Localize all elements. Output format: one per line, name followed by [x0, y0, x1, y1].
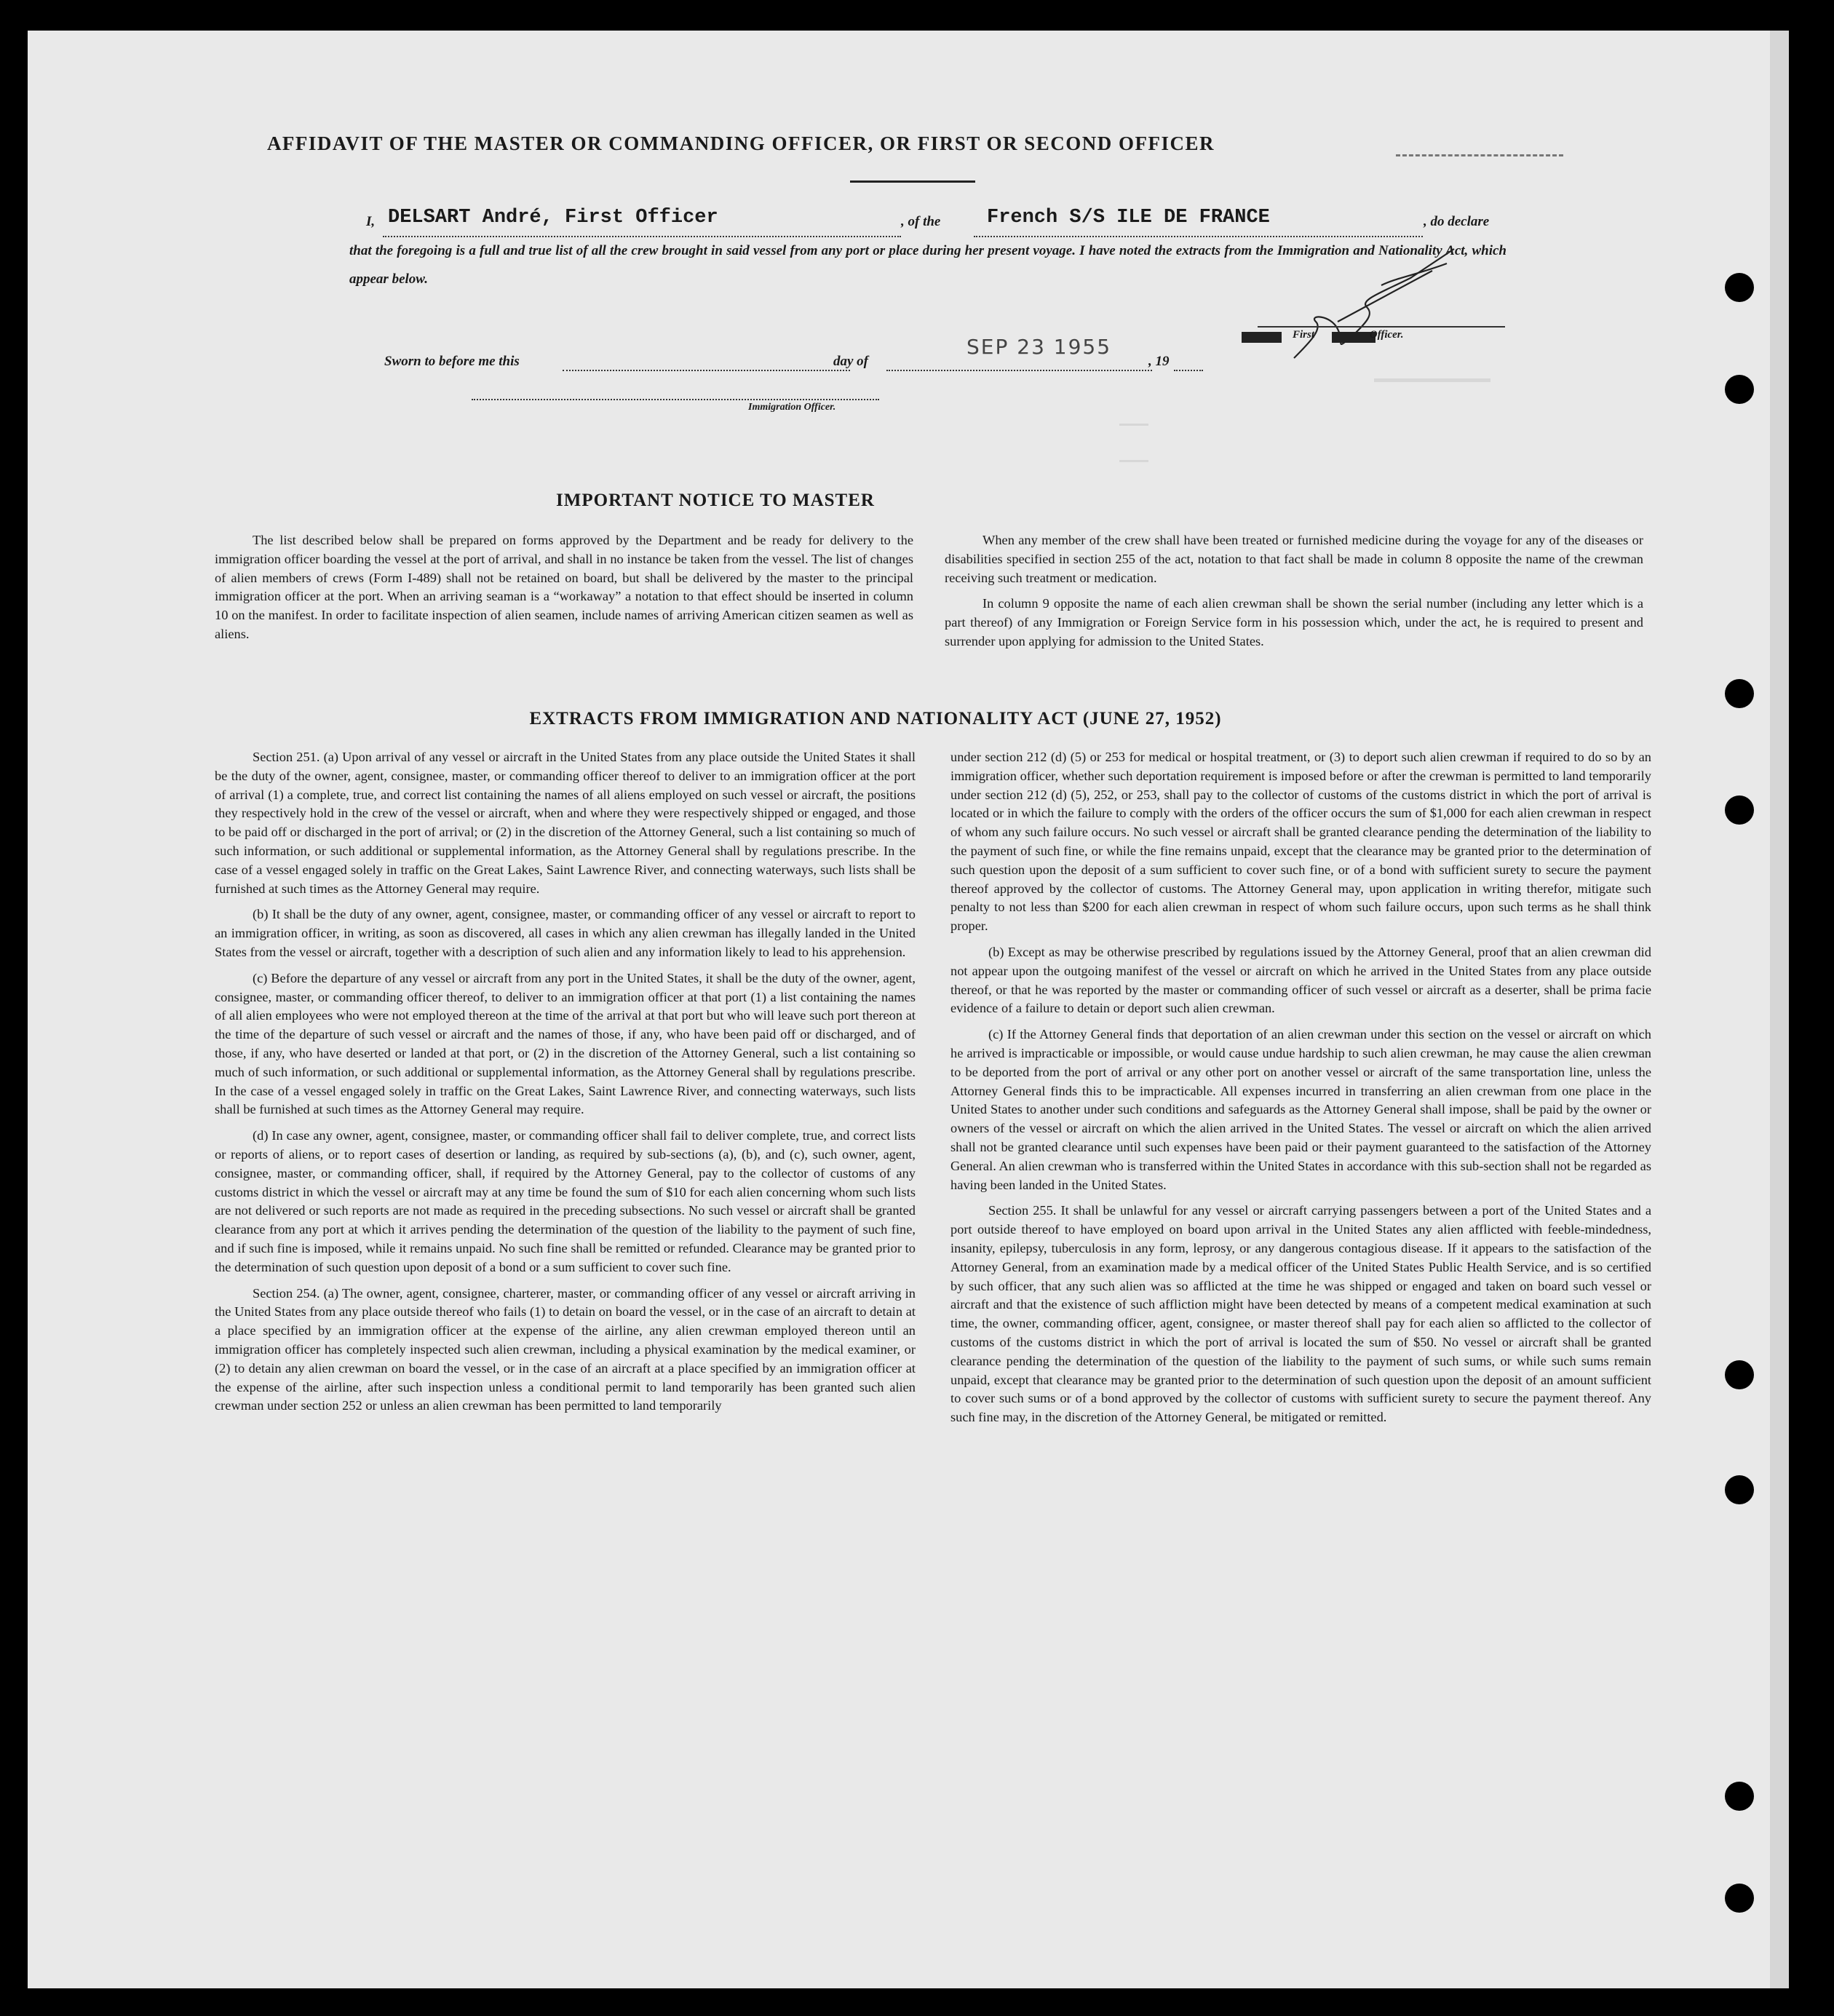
punch-hole: [1725, 1884, 1754, 1913]
date-stamp: SEP 23 1955: [966, 335, 1112, 359]
signature-caption: First Officer.: [1293, 329, 1404, 341]
title-dash-line: [1396, 154, 1563, 156]
punch-hole: [1725, 1475, 1754, 1504]
bleed-through-mark: [1119, 460, 1148, 462]
notice-right-paragraph: When any member of the crew shall have been treated or furnished medicine during the voyage for any of the diseases or disabilities specified in section 255 of the act, notation to that fact shall be made in column 8 opposite the name of the crewman receiving such treatment or medication.: [945, 533, 1643, 585]
punch-hole: [1725, 1782, 1754, 1811]
title-rule: [850, 180, 975, 183]
immigration-officer-label: Immigration Officer.: [748, 402, 836, 413]
document-page: [28, 31, 1789, 1988]
bleed-through-mark: [1374, 378, 1490, 382]
sworn-date-line: [886, 370, 1152, 371]
extracts-left-column: [215, 748, 916, 1423]
year-prefix: , 19: [1148, 354, 1170, 369]
immigration-officer-line: [472, 399, 879, 400]
sworn-day-line: [563, 370, 850, 371]
extract-paragraph: Section 255. It shall be unlawful for any vessel or aircraft carrying passengers between a port of the United States and a port outside thereof to have employed on board upon arrival in the United States any alien afflicted with feeble-mindedness, insanity, epilepsy, tuberculosis in any form, leprosy, or any dangerous contagious disease. If it appears to the satisfaction of the Attorney General, from an examination made by a medical officer of the United States Public Health Service, and is so certified by such officer, that any such alien was so afflicted at the time he was shipped or engaged and taken on board such vessel or aircraft and that the existence of such affliction might have been detected by means of a competent medical examination at such time, the owner, commanding officer, agent, consignee, or master thereof shall pay for each alien so afflicted to the collector of customs of the customs district in which the port of arrival is located the sum of $50. No vessel or aircraft shall be granted clearance pending the determination of the question of the liability to the payment of such sums, or while such sums remain unpaid, except that clearance may be granted prior to the determination of such question upon the deposit of an amount sufficient to cover such sums or of a bond approved by the collector of customs with sufficient surety to secure the payment thereof. Any such fine may, in the discretion of the Attorney General, be mitigated or remitted.: [950, 1203, 1651, 1425]
notice-right-column: [945, 531, 1643, 659]
punch-hole: [1725, 795, 1754, 825]
do-declare-label: , do declare: [1424, 214, 1490, 229]
extract-paragraph: (c) If the Attorney General finds that deportation of an alien crewman under this section on the vessel or aircraft on which he arrived is impracticable or impossible, or would cause undue hardship to such alien crewman, he may cause the alien crewman to be deported from the port of arrival or any other port on another vessel or aircraft of the same transportation line, unless the Attorney General finds this to be impracticable. All expenses incurred in transferring an alien crewman from one place in the United States to another under such conditions and safeguards as the Attorney General shall impose, shall be paid by the owner or owners of the vessel or aircraft on which the alien arrived in the United States. The vessel or aircraft on which the alien arrived shall not be granted clearance until such expenses have been paid or their payment guaranteed to the satisfaction of the Attorney General. An alien crewman who is transferred within the United States in accordance with this sub-section shall not be regarded as having been landed in the United States.: [950, 1027, 1651, 1192]
bleed-through-mark: [1119, 424, 1148, 426]
extract-paragraph: (b) Except as may be otherwise prescribed by regulations issued by the Attorney General, proof that an alien crewman did not appear upon the outgoing manifest of the vessel or aircraft on which he arrived in the United States from any place outside thereof, or that he was reported by the master or commanding officer of such vessel or aircraft as a deserter, shall be prima facie evidence of a failure to detain or deport such alien crewman.: [950, 944, 1651, 1016]
punch-hole: [1725, 375, 1754, 404]
signature-line: [1258, 326, 1505, 328]
sworn-label: Sworn to before me this: [384, 354, 520, 369]
year-line: [1174, 370, 1203, 371]
punch-hole: [1725, 679, 1754, 708]
notice-left-paragraph: The list described below shall be prepared on forms approved by the Department and be ready for delivery to the immigration officer boarding the vessel at the port of arrival, and shall in no instance be taken from the vessel. The list of changes of alien members of crews (Form I-489) shall not be retained on board, but shall be delivered by the master to the principal immigration officer at the port. When an arriving seaman is a “workaway” a notation to that effect should be inserted in column 10 on the manifest. In order to facilitate inspection of alien seamen, include names of arriving American citizen seamen as well as aliens.: [215, 533, 913, 641]
affidavit-title: AFFIDAVIT OF THE MASTER OR COMMANDING OFFICER, OR FIRST OR SECOND OFFICER: [266, 132, 1215, 154]
declaration-text: that the foregoing is a full and true list of all the crew brought in said vessel from any port or place during her present voyage. I have noted the extracts from the Immigration and Nationality Act, which appear below.: [349, 243, 1506, 287]
notice-left-column: [215, 531, 913, 651]
day-of-label: day of: [833, 354, 869, 369]
officer-signature: [1265, 234, 1476, 373]
extract-paragraph: (b) It shall be the duty of any owner, agent, consignee, master, or commanding officer of any vessel or aircraft to report to an immigration officer, in writing, as soon as discovered, all cases in which any alien crewman has illegally landed in the United States from the vessel or aircraft, together with a description of such alien and any information likely to lead to his apprehension.: [215, 907, 916, 959]
extract-paragraph: Section 251. (a) Upon arrival of any vessel or aircraft in the United States from any place outside the United States it shall be the duty of the owner, agent, consignee, master, or commanding officer thereof to deliver to an immigration officer at the port of arrival (1) a complete, true, and correct list containing the names of all aliens employed on such vessel or aircraft, the positions they respectively hold in the crew of the vessel or aircraft, when and where they were respectively shipped or engaged, and those to be paid off or discharged in the port of arrival; or (2) in the discretion of the Attorney General, such a list containing so much of such information, or such additional or supplemental information, as the Attorney General shall by regulations prescribe. In the case of a vessel engaged solely in traffic on the Great Lakes, Saint Lawrence River, and connecting waterways, such lists shall be furnished at such times as the Attorney General may require.: [215, 750, 916, 896]
notice-right-paragraph: In column 9 opposite the name of each alien crewman shall be shown the serial number (including any letter which is a part thereof) of any Immigration or Foreign Service form in his possession which, under the act, he is required to present and surrender upon applying for admission to the United States.: [945, 596, 1643, 648]
extracts-right-column: [950, 748, 1651, 1434]
i-label: I,: [366, 214, 376, 229]
extract-paragraph: (c) Before the departure of any vessel or aircraft from any port in the United States, it shall be the duty of the owner, agent, consignee, master, or commanding officer thereof, to deliver to an immigration officer at that port (1) a list containing the names of all alien employees who were not employed thereon at the time of the arrival at that port but who will leave such port thereon at the time of the departure of such vessel or aircraft and the names of those, if any, who have been paid off or discharged, and of those, if any, who have deserted or landed at that port, or (2) in the discretion of the Attorney General, such a list containing so much of such information, or such additional or supplemental information, as the Attorney General shall by regulations prescribe. In the case of a vessel engaged solely in traffic on the Great Lakes, Saint Lawrence River, and connecting waterways, such lists shall be furnished at such times as the Attorney General may require.: [215, 970, 916, 1117]
extract-paragraph: Section 254. (a) The owner, agent, consignee, charterer, master, or commanding officer of any vessel or aircraft arriving in the United States from any place outside thereof who fails (1) to detain on board the vessel, or in the case of an aircraft to detain at a place specified by an immigration officer at the expense of the airline, any alien crewman employed thereon until an immigration officer has completely inspected such alien crewman, including a physical examination by the medical examiner, or (2) to detain any alien crewman on board the vessel, or in the case of an aircraft at a place specified by an immigration officer at the expense of the airline, after such inspection unless a conditional permit to land temporarily has been granted such alien crewman under section 252 or unless an alien crewman has been permitted to land temporarily: [215, 1285, 916, 1413]
extract-paragraph: (d) In case any owner, agent, consignee, master, or commanding officer shall fail to deliver complete, true, and correct lists or reports of aliens, or to report cases of desertion or landing, as required by sub-sections (a), (b), and (c), such owner, agent, consignee, master, or commanding officer, shall, if required by the Attorney General, pay to the collector of customs of any customs district in which the vessel or aircraft may at any time be found the sum of $10 for each alien concerning whom such lists are not delivered or such reports are not made as required in the preceding subsections. No such vessel or aircraft shall be granted clearance from any port at which it arrives pending the determination of the question of the liability to the payment of such fine, and if such fine is imposed, while it remains unpaid. No such fine shall be remitted or refunded. Clearance may be granted prior to the determination of such question upon deposit of a bond or a sum sufficient to cover such fine.: [215, 1128, 916, 1274]
redaction-mark: [1242, 332, 1282, 343]
officer-name: DELSART André, First Officer: [388, 207, 718, 229]
scan-margin-strip: [1770, 31, 1789, 1988]
of-the-label: , of the: [901, 214, 941, 229]
extract-paragraph: under section 212 (d) (5) or 253 for medical or hospital treatment, or (3) to deport such alien crewman if required to do so by an immigration officer, whether such deportation requirement is imposed before or after the crewman is permitted to land temporarily under section 212 (d) (5), 252, or 253, shall pay to the collector of customs of the customs district in which the port of arrival is located or in which the failure to comply with the orders of the officer occurs the sum of $1,000 for each alien crewman in respect of whom any such failure occurs. No such vessel or aircraft shall be granted clearance pending the determination of the liability to the payment of such fine, or while the fine remains unpaid, except that the clearance may be granted prior to the determination of such question upon the deposit of a sum sufficient to cover such fine, or of a bond with sufficient surety to secure the payment thereof approved by the collector of customs. The Attorney General may, upon application in writing therefor, mitigate such penalty to not less than $200 for each alien crewman in respect of whom such failure occurs, upon such terms as he shall think proper.: [950, 750, 1651, 934]
notice-heading: IMPORTANT NOTICE TO MASTER: [556, 491, 875, 510]
punch-hole: [1725, 273, 1754, 302]
extracts-heading: EXTRACTS FROM IMMIGRATION AND NATIONALITY ACT (JUNE 27, 1952): [529, 709, 1222, 729]
punch-hole: [1725, 1360, 1754, 1389]
vessel-name: French S/S ILE DE FRANCE: [987, 207, 1270, 229]
